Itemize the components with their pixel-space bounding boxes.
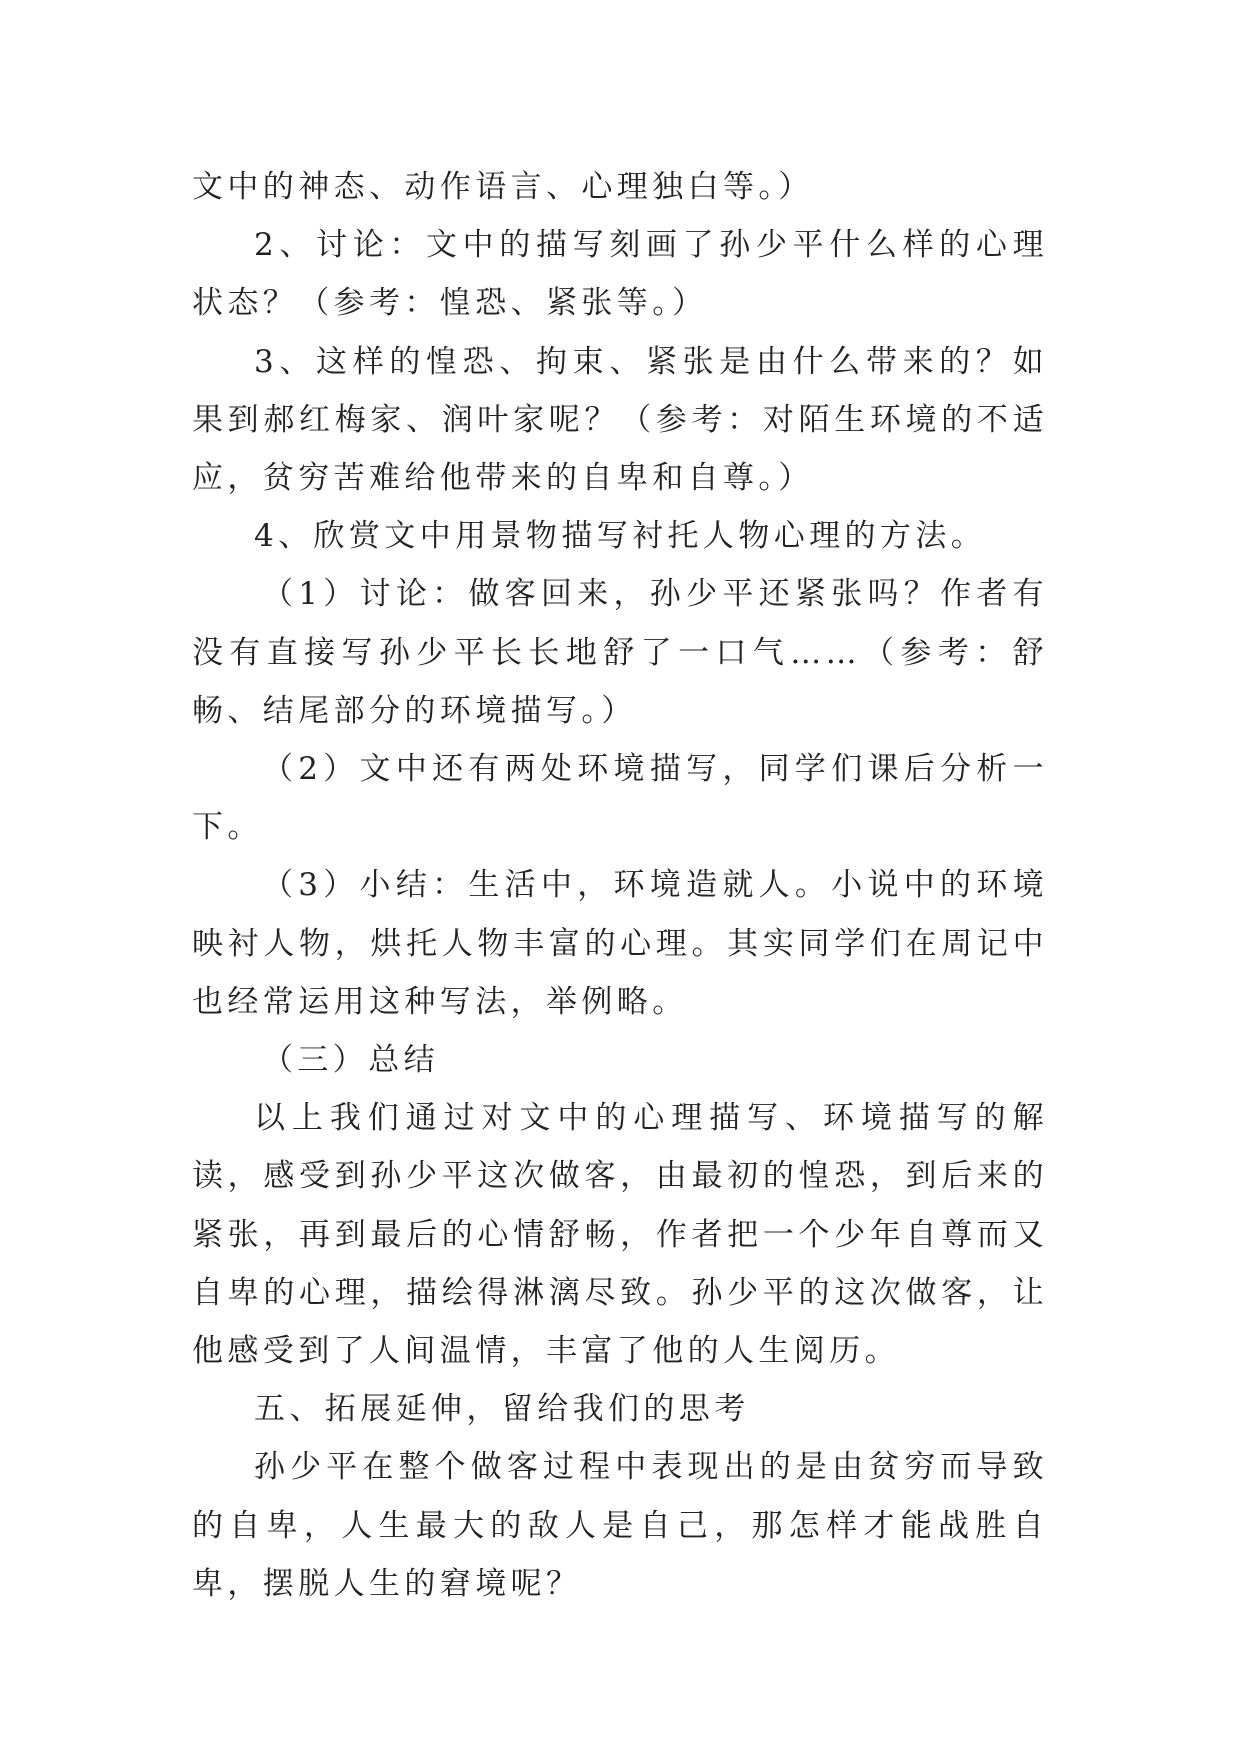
- paragraph-sub-2: （2）文中还有两处环境描写，同学们课后分析一下。: [192, 751, 1048, 846]
- document-body: [192, 158, 1048, 1613]
- paragraph-sub-1: （1）讨论：做客回来，孙少平还紧张吗？作者有没有直接写孙少平长长地舒了一口气……（参考：舒畅、结尾部分的环境描写。）: [192, 576, 1048, 729]
- paragraph-extension: 孙少平在整个做客过程中表现出的是由贫穷而导致的自卑，人生最大的敌人是自己，那怎样才能战胜自卑，摆脱人生的窘境呢？: [192, 1449, 1048, 1602]
- paragraph-appreciation-4: 4、欣赏文中用景物描写衬托人物心理的方法。: [254, 518, 987, 555]
- paragraph-sub-3: （3）小结：生活中，环境造就人。小说中的环境映衬人物，烘托人物丰富的心理。其实同学们在周记中也经常运用这种写法，举例略。: [192, 867, 1048, 1020]
- paragraph-discussion-2: 2、讨论：文中的描写刻画了孙少平什么样的心理状态？（参考：惶恐、紧张等。）: [192, 227, 1048, 322]
- paragraph-summary: 以上我们通过对文中的心理描写、环境描写的解读，感受到孙少平这次做客，由最初的惶恐，到后来的紧张，再到最后的心情舒畅，作者把一个少年自尊而又自卑的心理，描绘得淋漓尽致。孙少平的这次做客，让他感受到了人间温情，丰富了他的人生阅历。: [192, 1100, 1048, 1370]
- paragraph-question-3: 3、这样的惶恐、拘束、紧张是由什么带来的？如果到郝红梅家、润叶家呢？（参考：对陌生环境的不适应，贫穷苦难给他带来的自卑和自尊。）: [192, 343, 1048, 497]
- section-heading-extension: 五、拓展延伸，留给我们的思考: [254, 1391, 750, 1428]
- paragraph-continued: 文中的神态、动作语言、心理独白等。）: [192, 169, 814, 205]
- section-heading-summary: （三）总结: [262, 1042, 439, 1079]
